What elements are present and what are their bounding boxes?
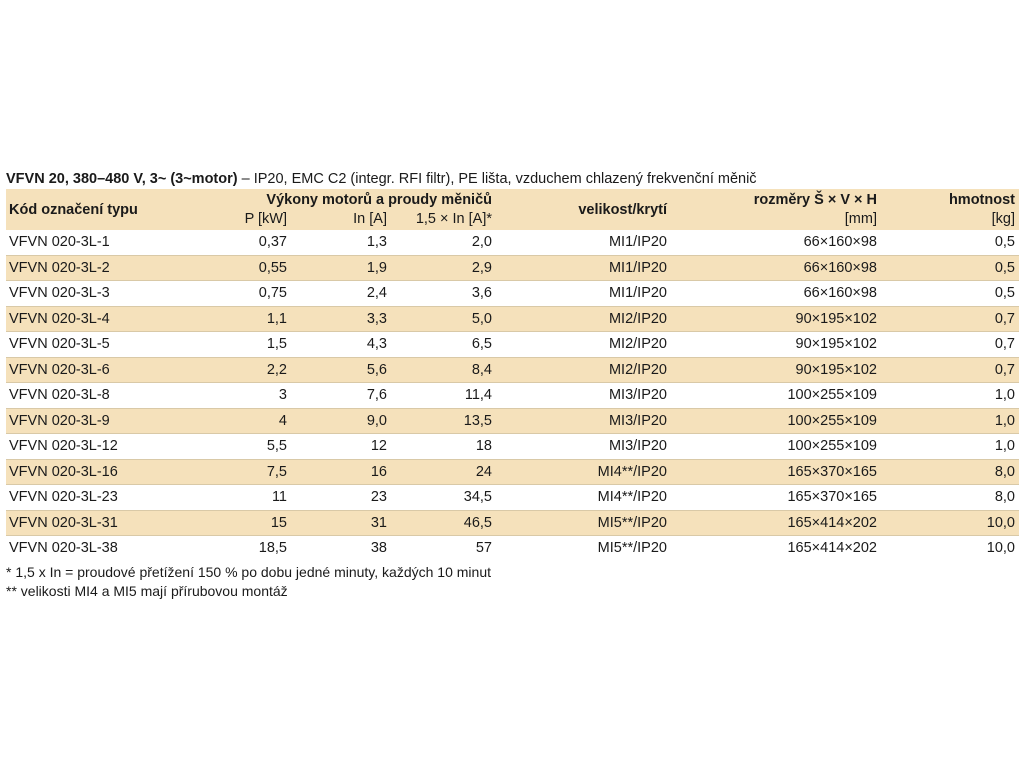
table-row — [6, 230, 1019, 255]
cell-weight: 8,0 — [994, 489, 1015, 505]
spec-table — [6, 189, 1019, 561]
cell-size: MI3/IP20 — [608, 438, 667, 454]
cell-power: 1,5 — [266, 336, 287, 352]
table-row — [6, 510, 1019, 536]
table-row — [6, 459, 1019, 485]
cell-power: 5,5 — [266, 438, 287, 454]
cell-weight: 1,0 — [994, 438, 1015, 454]
cell-power: 0,37 — [258, 234, 287, 250]
footnote-2: ** velikosti MI4 a MI5 mají přírubovou montáž — [6, 582, 288, 599]
cell-in: 38 — [370, 540, 387, 556]
cell-size: MI1/IP20 — [608, 285, 667, 301]
cell-in: 5,6 — [366, 361, 387, 378]
cell-dims: 66×160×98 — [803, 259, 877, 276]
cell-power: 3 — [278, 387, 287, 403]
table-row — [6, 357, 1019, 383]
cell-overload: 2,9 — [471, 259, 492, 276]
cell-overload: 34,5 — [463, 489, 492, 505]
cell-size: MI5**/IP20 — [597, 540, 667, 556]
header-power-unit: P [kW] — [244, 211, 287, 227]
table-title-rest: – IP20, EMC C2 (integr. RFI filtr), PE lišta, vzduchem chlazený frekvenční měnič — [237, 171, 757, 187]
cell-size: MI2/IP20 — [608, 361, 667, 378]
cell-weight: 8,0 — [994, 463, 1015, 480]
cell-overload: 24 — [475, 463, 492, 480]
cell-dims: 165×370×165 — [787, 489, 877, 505]
cell-power: 2,2 — [266, 361, 287, 378]
cell-size: MI2/IP20 — [608, 310, 667, 327]
cell-dims: 66×160×98 — [803, 285, 877, 301]
header-weight: hmotnost — [948, 192, 1015, 208]
table-row — [6, 383, 1019, 409]
cell-weight: 10,0 — [986, 540, 1015, 556]
cell-overload: 46,5 — [463, 514, 492, 531]
cell-dims: 100×255×109 — [787, 387, 877, 403]
cell-size: MI2/IP20 — [608, 336, 667, 352]
cell-dims: 66×160×98 — [803, 234, 877, 250]
table-row — [6, 408, 1019, 434]
cell-in: 16 — [370, 463, 387, 480]
cell-dims: 165×414×202 — [787, 540, 877, 556]
cell-size: MI4**/IP20 — [597, 463, 667, 480]
table-row — [6, 536, 1019, 561]
cell-power: 1,1 — [266, 310, 287, 327]
cell-code: VFVN 020-3L-23 — [9, 489, 118, 505]
cell-weight: 10,0 — [986, 514, 1015, 531]
cell-code: VFVN 020-3L-6 — [9, 361, 110, 378]
cell-power: 15 — [270, 514, 287, 531]
table-title — [6, 170, 1019, 189]
header-size: velikost/krytí — [578, 201, 667, 218]
cell-power: 7,5 — [266, 463, 287, 480]
cell-in: 12 — [370, 438, 387, 454]
cell-overload: 5,0 — [471, 310, 492, 327]
cell-code: VFVN 020-3L-38 — [9, 540, 118, 556]
cell-dims: 100×255×109 — [787, 412, 877, 429]
cell-in: 23 — [370, 489, 387, 505]
table-row — [6, 281, 1019, 307]
cell-power: 11 — [271, 489, 287, 505]
table-row — [6, 485, 1019, 511]
table-row — [6, 255, 1019, 281]
cell-in: 1,3 — [366, 234, 387, 250]
cell-dims: 165×370×165 — [787, 463, 877, 480]
cell-size: MI1/IP20 — [608, 259, 667, 276]
cell-code: VFVN 020-3L-3 — [9, 285, 110, 301]
cell-code: VFVN 020-3L-9 — [9, 412, 110, 429]
cell-code: VFVN 020-3L-1 — [9, 234, 110, 250]
cell-overload: 6,5 — [471, 336, 492, 352]
cell-in: 31 — [370, 514, 387, 531]
cell-size: MI5**/IP20 — [597, 514, 667, 531]
cell-dims: 100×255×109 — [787, 438, 877, 454]
header-in-unit: In [A] — [353, 211, 387, 227]
cell-weight: 0,7 — [994, 336, 1015, 352]
cell-code: VFVN 020-3L-12 — [9, 438, 118, 454]
header-weight-unit: [kg] — [991, 211, 1015, 227]
cell-weight: 1,0 — [994, 387, 1015, 403]
cell-weight: 1,0 — [994, 412, 1015, 429]
cell-dims: 90×195×102 — [795, 310, 877, 327]
header-code: Kód označení typu — [9, 201, 138, 218]
cell-dims: 165×414×202 — [787, 514, 877, 531]
cell-size: MI1/IP20 — [608, 234, 667, 250]
table-row — [6, 434, 1019, 460]
cell-weight: 0,5 — [994, 234, 1015, 250]
cell-code: VFVN 020-3L-31 — [9, 514, 118, 531]
cell-code: VFVN 020-3L-2 — [9, 259, 110, 276]
cell-overload: 3,6 — [471, 285, 492, 301]
table-body — [6, 230, 1019, 561]
cell-overload: 2,0 — [471, 234, 492, 250]
cell-in: 1,9 — [366, 259, 387, 276]
cell-in: 2,4 — [366, 285, 387, 301]
cell-code: VFVN 020-3L-5 — [9, 336, 110, 352]
cell-weight: 0,5 — [994, 259, 1015, 276]
cell-weight: 0,7 — [994, 361, 1015, 378]
cell-in: 9,0 — [366, 412, 387, 429]
cell-weight: 0,7 — [994, 310, 1015, 327]
cell-overload: 57 — [475, 540, 492, 556]
cell-in: 4,3 — [366, 336, 387, 352]
table-row — [6, 332, 1019, 358]
header-dims: rozměry Š × V × H — [753, 192, 877, 208]
cell-in: 3,3 — [366, 310, 387, 327]
cell-code: VFVN 020-3L-8 — [9, 387, 110, 403]
cell-power: 0,55 — [258, 259, 287, 276]
cell-code: VFVN 020-3L-4 — [9, 310, 110, 327]
cell-overload: 18 — [475, 438, 492, 454]
spec-document — [6, 170, 1019, 601]
cell-power: 18,5 — [258, 540, 287, 556]
cell-power: 4 — [278, 412, 287, 429]
cell-weight: 0,5 — [994, 285, 1015, 301]
table-title-bold: VFVN 20, 380–480 V, 3~ (3~motor) — [6, 171, 238, 187]
header-power-group: Výkony motorů a proudy měničů — [266, 192, 492, 208]
table-row — [6, 306, 1019, 332]
cell-size: MI4**/IP20 — [597, 489, 667, 505]
table-header — [6, 189, 1019, 230]
cell-size: MI3/IP20 — [608, 387, 667, 403]
cell-size: MI3/IP20 — [608, 412, 667, 429]
cell-code: VFVN 020-3L-16 — [9, 463, 118, 480]
cell-overload: 11,4 — [464, 387, 492, 403]
header-overload-unit: 1,5 × In [A]* — [415, 211, 492, 227]
cell-dims: 90×195×102 — [795, 336, 877, 352]
cell-overload: 8,4 — [471, 361, 492, 378]
footnote-1: * 1,5 x In = proudové přetížení 150 % po dobu jedné minuty, každých 10 minut — [6, 563, 491, 580]
cell-dims: 90×195×102 — [795, 361, 877, 378]
cell-in: 7,6 — [366, 387, 387, 403]
cell-overload: 13,5 — [463, 412, 492, 429]
cell-power: 0,75 — [258, 285, 287, 301]
header-dims-unit: [mm] — [844, 211, 877, 227]
